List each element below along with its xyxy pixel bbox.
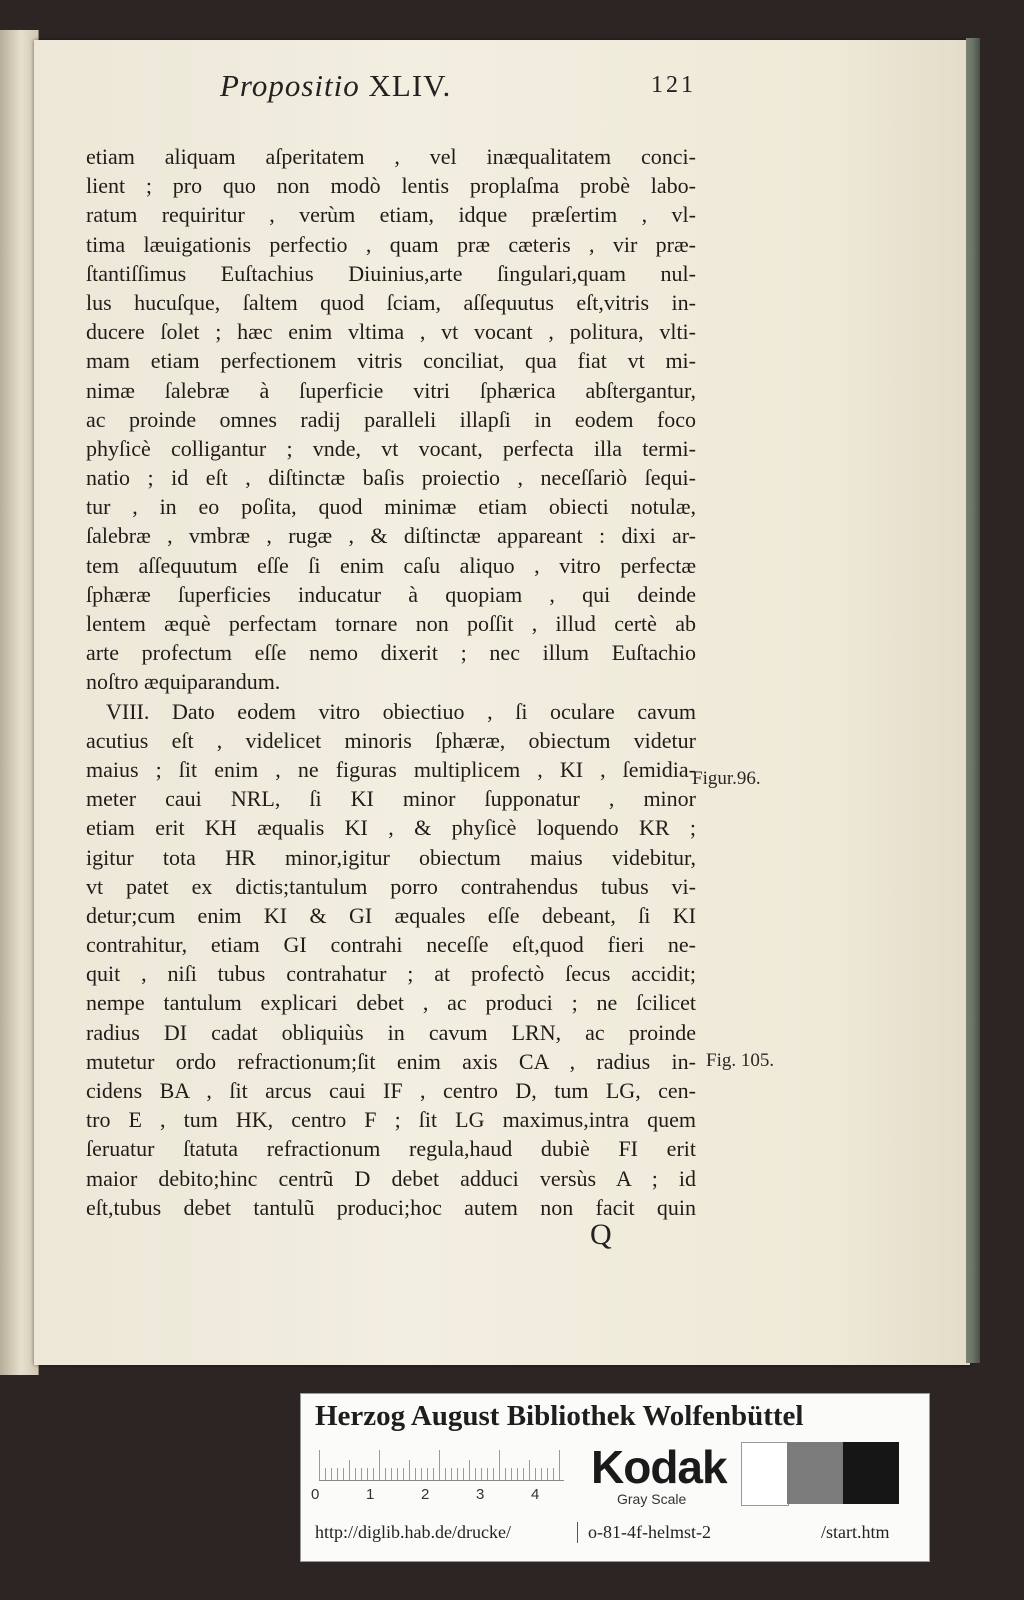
text-line: mutetur ordo refractionum;ſit enim axis CA , radius in-	[86, 1048, 696, 1074]
text-line: ſalebræ , vmbræ , rugæ , & diſtinctæ appareant : dixi ar-	[86, 523, 696, 549]
ruler-tick	[487, 1468, 488, 1480]
ruler-tick	[553, 1468, 554, 1480]
ruler-tick	[367, 1468, 368, 1480]
text-line: phyſicè colligantur ; vnde, vt vocant, perfecta illa termi-	[86, 435, 696, 461]
text-line: ratum requiritur , verùm etiam, idque præſertim , vl-	[86, 202, 696, 228]
text-line: lus hucuſque, ſaltem quod ſciam, aſſequutus eſt,vitris in-	[86, 289, 696, 315]
running-header	[186, 66, 696, 106]
ruler-tick	[361, 1468, 362, 1480]
running-title	[220, 68, 451, 104]
ruler-tick	[427, 1468, 428, 1480]
ruler-tick	[325, 1468, 326, 1480]
text-line: ſphæræ ſuperficies inducatur à quopiam , qui deinde	[86, 581, 696, 607]
ruler-tick	[409, 1460, 410, 1480]
margin-note-fig-105: Fig. 105.	[706, 1050, 775, 1071]
text-line: radius DI cadat obliquiùs in cavum LRN, ac proinde	[86, 1019, 696, 1045]
text-line: tur , in eo poſita, quod minimæ etiam obiecti notulæ,	[86, 494, 696, 520]
ruler-tick	[337, 1468, 338, 1480]
page-number: 121	[651, 72, 696, 98]
text-line: acutius eſt , videlicet minoris ſphæræ, obiectum videtur	[86, 727, 696, 753]
text-line: mam etiam perfectionem vitris conciliat, qua fiat vt mi-	[86, 348, 696, 374]
url-right: /start.htm	[821, 1522, 890, 1542]
ruler-tick	[421, 1468, 422, 1480]
ruler-tick	[511, 1468, 512, 1480]
text-line: maior debito;hinc centrũ D debet adduci versùs A ; id	[86, 1165, 696, 1191]
text-line: ducere ſolet ; hæc enim vltima , vt vocant , politura, vlti-	[86, 319, 696, 345]
ruler-number: 3	[476, 1486, 485, 1503]
text-line: arte profectum eſſe nemo dixerit ; nec illum Euſtachio	[86, 640, 696, 666]
ruler-tick	[505, 1468, 506, 1480]
ruler-tick	[559, 1450, 560, 1480]
ruler-number: 2	[421, 1486, 430, 1503]
ruler-tick	[517, 1468, 518, 1480]
text-line: natio ; id eſt , diſtinctæ baſis proiectio , neceſſariò ſequi-	[86, 465, 696, 491]
ruler-tick	[373, 1468, 374, 1480]
gray-patch-white	[741, 1442, 789, 1506]
text-line: ſeruatur ſtatuta refractionum regula,haud dubiè FI erit	[86, 1136, 696, 1162]
margin-note-figur-96: Figur.96.	[692, 768, 761, 789]
ruler-tick	[463, 1468, 464, 1480]
ruler	[319, 1450, 564, 1481]
body-text	[86, 142, 696, 1222]
ruler-tick	[355, 1468, 356, 1480]
text-line: cidens BA , ſit arcus caui IF , centro D, tum LG, cen-	[86, 1078, 696, 1103]
ruler-tick	[445, 1468, 446, 1480]
ruler-tick	[385, 1468, 386, 1480]
text-line: tro E , tum HK, centro F ; ſit LG maximus,intra quem	[86, 1107, 696, 1133]
text-line: meter caui NRL, ſi KI minor ſupponatur , minor	[86, 786, 696, 812]
text-line: ſtantiſſimus Euſtachius Diuinius,arte ſingulari,quam nul-	[86, 260, 696, 286]
ruler-tick	[535, 1468, 536, 1480]
ruler-tick	[415, 1468, 416, 1480]
ruler-tick	[493, 1468, 494, 1480]
text-line: vt patet ex dictis;tantulum porro contrahendus tubus vi-	[86, 873, 696, 899]
ruler-tick	[547, 1468, 548, 1480]
ruler-tick	[541, 1468, 542, 1480]
text-line: tima læuigationis perfectio , quam præ cæteris , vir præ-	[86, 231, 696, 257]
text-line: quit , niſi tubus contrahatur ; at profectò ſecus accidit;	[86, 961, 696, 987]
ruler-tick	[397, 1468, 398, 1480]
ruler-tick	[331, 1468, 332, 1480]
text-line: etiam erit KH æqualis KI , & phyſicè loquendo KR ;	[86, 815, 696, 841]
text-line: VIII. Dato eodem vitro obiectiuo , ſi oculare cavum	[106, 698, 696, 724]
ruler-number: 4	[531, 1486, 540, 1503]
ruler-tick	[403, 1468, 404, 1480]
running-title-number: XLIV.	[368, 68, 452, 103]
ruler-tick	[433, 1468, 434, 1480]
text-line: eſt,tubus debet tantulũ produci;hoc autem non facit quin	[86, 1194, 696, 1220]
url-left: http://diglib.hab.de/drucke/	[315, 1522, 511, 1542]
text-line: detur;cum enim KI & GI æquales eſſe debeant, ſi KI	[86, 902, 696, 928]
text-line: nempe tantulum explicari debet , ac produci ; ne ſcilicet	[86, 990, 696, 1016]
url-mid: o-81-4f-helmst-2	[577, 1522, 711, 1543]
text-line: ac proinde omnes radij paralleli illapſi in eodem foco	[86, 406, 696, 432]
running-title-italic: Propositio	[220, 68, 360, 103]
gray-patch-mid	[787, 1442, 843, 1504]
ruler-tick	[439, 1450, 440, 1480]
ruler-tick	[457, 1468, 458, 1480]
ruler-tick	[343, 1468, 344, 1480]
gray-patch-black	[843, 1442, 899, 1504]
text-line: maius ; ſit enim , ne figuras multiplicem , KI , ſemidia-	[86, 756, 696, 782]
ruler-number: 1	[366, 1486, 375, 1503]
ruler-tick	[451, 1468, 452, 1480]
ruler-tick	[319, 1450, 320, 1480]
ruler-number: 0	[311, 1486, 320, 1503]
ruler-tick	[523, 1468, 524, 1480]
ruler-tick	[475, 1468, 476, 1480]
scan-target	[300, 1393, 930, 1562]
ruler-tick	[349, 1460, 350, 1480]
text-line: nimæ ſalebræ à ſuperficie vitri ſphærica abſtergantur,	[86, 377, 696, 403]
ruler-tick	[529, 1460, 530, 1480]
page-edge	[966, 38, 980, 1363]
catchword: Q	[590, 1218, 612, 1251]
ruler-tick	[481, 1468, 482, 1480]
text-line: noſtro æquiparandum.	[86, 669, 281, 695]
text-line: lient ; pro quo non modò lentis proplaſma probè labo-	[86, 173, 696, 199]
ruler-tick	[499, 1450, 500, 1480]
gray-scale-label: Gray Scale	[617, 1491, 687, 1507]
text-line: contrahitur, etiam GI contrahi neceſſe eſt,quod fieri ne-	[86, 932, 696, 958]
text-line: tem aſſequutum eſſe ſi enim caſu aliquo , vitro perfectæ	[86, 552, 696, 578]
ruler-tick	[379, 1450, 380, 1480]
text-line: igitur tota HR minor,igitur obiectum maius videbitur,	[86, 844, 696, 870]
ruler-tick	[469, 1460, 470, 1480]
text-line: lentem æquè perfectam tornare non poſſit , illud certè ab	[86, 611, 696, 636]
kodak-logo: Kodak	[591, 1441, 727, 1493]
library-title: Herzog August Bibliothek Wolfenbüttel	[315, 1400, 804, 1432]
text-line: etiam aliquam aſperitatem , vel inæqualitatem conci-	[86, 144, 696, 169]
ruler-tick	[391, 1468, 392, 1480]
